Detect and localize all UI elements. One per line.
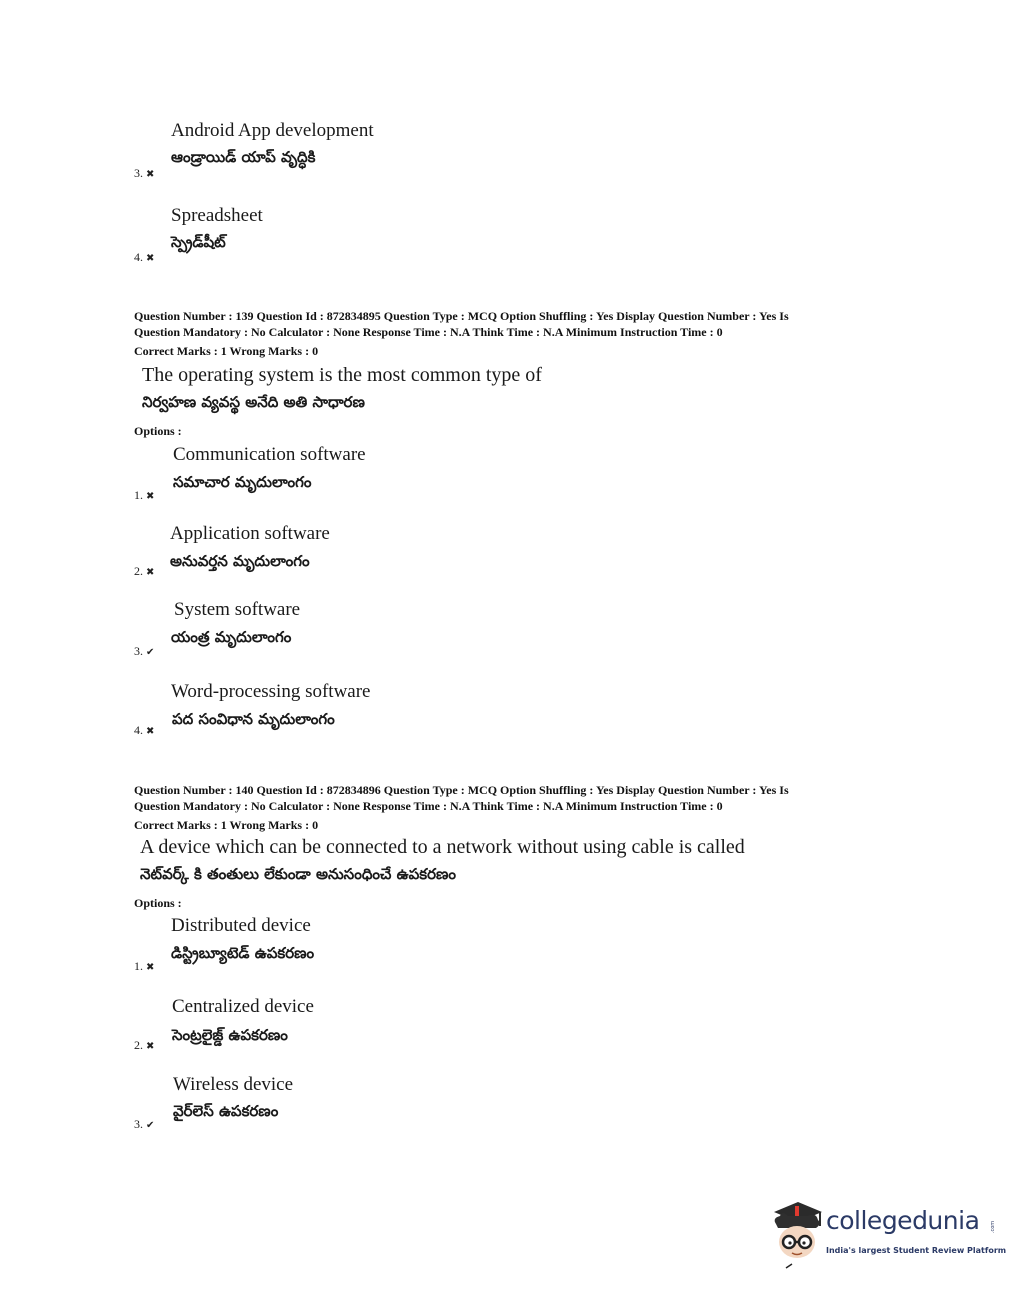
question-text-en: A device which can be connected to a network without using cable is called: [140, 836, 745, 858]
check-icon: ✔: [146, 1120, 155, 1131]
option-number: 2.: [134, 1038, 143, 1052]
mascot-icon: [768, 1198, 826, 1270]
option-text-te: డిస్ట్రిబ్యూటెడ్ ఉపకరణం: [171, 944, 315, 962]
check-icon: ✔: [146, 647, 155, 658]
option-text-te: ఆండ్రాయిడ్ యాప్ వృద్ధికి: [171, 148, 316, 166]
option-number: 3.: [134, 1117, 143, 1131]
option-text-en: Distributed device: [171, 915, 311, 936]
option-text-te: సెంట్రలైజ్డ్ ఉపకరణం: [172, 1026, 288, 1044]
cross-icon: ✖: [146, 491, 155, 502]
question-text-te: నిర్వహణ వ్యవస్థ అనేది అతి సాధారణ: [142, 393, 365, 411]
option-text-te: యంత్ర మృదులాంగం: [171, 628, 292, 646]
logo-suffix: .com: [990, 1220, 997, 1234]
cross-icon: ✖: [146, 567, 155, 578]
logo-tagline: India's largest Student Review Platform: [826, 1246, 1007, 1255]
option-text-te: అనువర్తన మృదులాంగం: [170, 552, 310, 570]
option-number: 2.: [134, 564, 143, 578]
cross-icon: ✖: [146, 1041, 155, 1052]
collegedunia-logo: [768, 1198, 1007, 1270]
cross-icon: ✖: [146, 253, 155, 264]
question-text-en: The operating system is the most common type of: [142, 364, 542, 386]
option-text-en: Wireless device: [173, 1074, 294, 1095]
option-text-en: Spreadsheet: [171, 205, 263, 226]
option-text-en: Application software: [170, 523, 330, 544]
question-meta-line-1: Question Number : 139 Question Id : 872834895 Question Type : MCQ Option Shuffling : Yes Display Question Number : Yes Is: [134, 309, 789, 323]
cross-icon: ✖: [146, 962, 155, 973]
question-meta-line-2: Question Mandatory : No Calculator : None Response Time : N.A Think Time : N.A Minimum Instruction Time : 0: [134, 799, 723, 813]
option-text-en: Word-processing software: [171, 681, 371, 702]
option-text-en: System software: [174, 599, 301, 620]
option-text-te: పద సంవిధాన మృదులాంగం: [172, 710, 335, 728]
option-text-en: Android App development: [171, 120, 374, 141]
options-label: Options :: [134, 896, 182, 910]
option-number: 3.: [134, 166, 143, 180]
option-text-en: Communication software: [173, 444, 366, 465]
option-text-te: వైర్‌లెస్ ఉపకరణం: [173, 1102, 279, 1120]
question-meta-line-2: Question Mandatory : No Calculator : None Response Time : N.A Think Time : N.A Minimum Instruction Time : 0: [134, 325, 723, 339]
option-number: 4.: [134, 250, 143, 264]
option-number: 3.: [134, 644, 143, 658]
question-meta-line-1: Question Number : 140 Question Id : 872834896 Question Type : MCQ Option Shuffling : Yes Display Question Number : Yes Is: [134, 783, 789, 797]
cross-icon: ✖: [146, 726, 155, 737]
option-number: 1.: [134, 959, 143, 973]
option-number: 4.: [134, 723, 143, 737]
option-text-te: సమాచార మృదులాంగం: [173, 473, 312, 491]
logo-wordmark: collegedunia: [826, 1206, 980, 1235]
cross-icon: ✖: [146, 169, 155, 180]
option-number: 1.: [134, 488, 143, 502]
option-text-te: స్ప్రెడ్‌షీట్: [171, 233, 226, 251]
options-label: Options :: [134, 424, 182, 438]
question-marks: Correct Marks : 1 Wrong Marks : 0: [134, 344, 319, 358]
question-text-te: నెట్‌వర్క్ కి తంతులు లేకుండా అనుసంధించే ఉపకరణం: [140, 865, 456, 883]
question-marks: Correct Marks : 1 Wrong Marks : 0: [134, 818, 319, 832]
option-text-en: Centralized device: [172, 996, 314, 1017]
